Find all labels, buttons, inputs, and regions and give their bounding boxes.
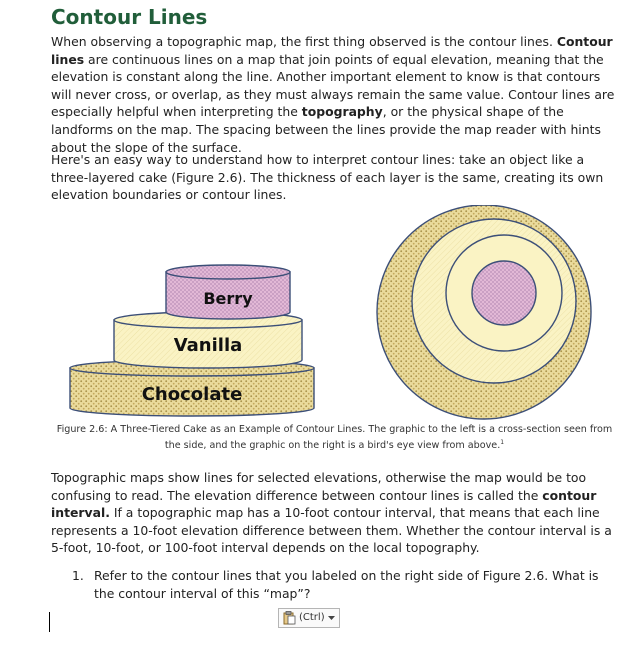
caption-footnote: 1: [500, 439, 505, 446]
dropdown-arrow-icon: [328, 616, 335, 621]
para1-text-3: , or the physical shape of the landforms on the map. The spacing between the lines provide the map reader with hints about the slope of the surface.: [51, 104, 601, 155]
paragraph-contour-lines: [51, 33, 616, 156]
para3-text-2: If a topographic map has a 10-foot contour interval, that means that each line represents a 10-foot elevation difference between them. Whether the contour interval is a 5-foot, 10-foot, or 100-foot interval depends on the local topography.: [51, 505, 612, 556]
page-title: Contour Lines: [51, 5, 208, 29]
caption-text: Figure 2.6: A Three-Tiered Cake as an Example of Contour Lines. The graphic to the left is a cross-section seen from the side, and the graphic on the right is a bird's eye view from above.: [56, 424, 613, 452]
clipboard-icon: [283, 611, 296, 625]
para1-text-2: are continuous lines on a map that join points of equal elevation, meaning that the elevation is constant along the line. Another important element to know is that contours will never cross, or overlap, as they must always remain the same value. Contour lines are especially helpful when interpreting the: [51, 51, 615, 120]
term-topography: topography: [301, 104, 383, 120]
cake-figure: [60, 205, 600, 425]
list-text: Refer to the contour lines that you labeled on the right side of Figure 2.6. What is the contour interval of this “map”?: [94, 568, 599, 601]
paragraph-cake-example: Here's an easy way to understand how to interpret contour lines: take an object like a three-layered cake (Figure 2.6). The thickness of each layer is the same, creating its own elevation boundaries or contour lines.: [51, 152, 604, 203]
list-number: 1.: [72, 568, 84, 583]
cake-side-view: [70, 265, 314, 416]
cake-top-view: [377, 205, 591, 419]
term-contour-lines: Contour lines: [51, 34, 613, 67]
chocolate-layer-label: Chocolate: [141, 384, 243, 405]
paste-options-label: (Ctrl): [299, 612, 325, 623]
para3-text-1: Topographic maps show lines for selected elevations, otherwise the map would be too confusing to read. The elevation difference between contour lines is called the: [51, 470, 587, 503]
berry-layer: [166, 265, 290, 319]
berry-layer-label: Berry: [203, 289, 253, 308]
para1-text-1: When observing a topographic map, the first thing observed is the contour lines.: [51, 34, 557, 49]
berry-layer-top: [166, 265, 290, 279]
paragraph-contour-interval: [51, 469, 616, 557]
term-contour-interval: contour interval.: [51, 487, 597, 521]
paste-options-button[interactable]: [278, 608, 340, 628]
figure-caption: [52, 423, 617, 452]
text-cursor: [49, 612, 50, 632]
vanilla-layer: [114, 312, 302, 368]
berry-contour-core: [472, 261, 536, 325]
vanilla-layer-label: Vanilla: [173, 335, 243, 356]
